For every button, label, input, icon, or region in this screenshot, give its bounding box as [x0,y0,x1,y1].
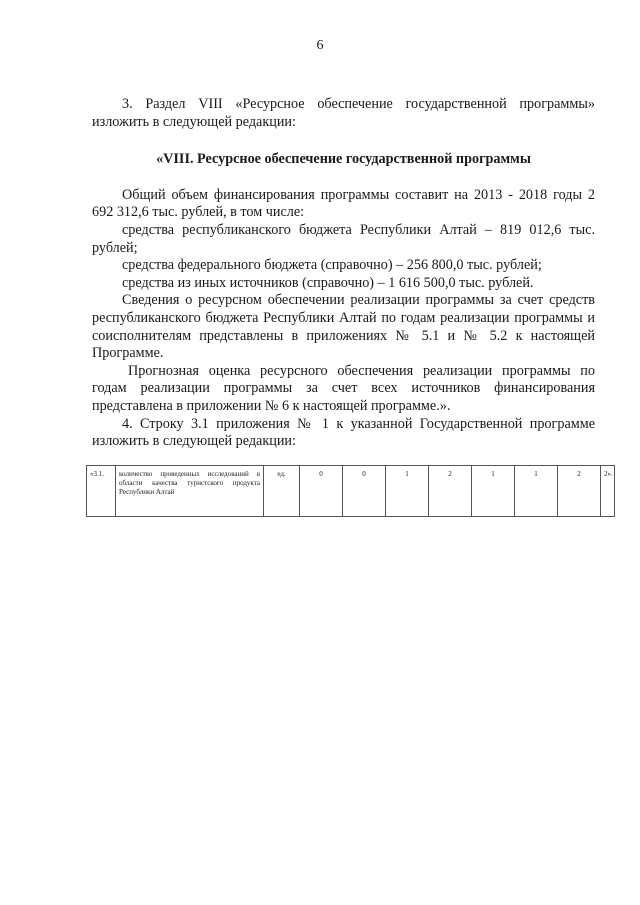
paragraph-item-4: 4. Строку 3.1 приложения № 1 к указанной Государственной программе изложить в следующей редакции: [92,415,595,450]
indicator-table [86,465,615,517]
value-cell: 1 [386,466,429,517]
value-cell: 0 [300,466,343,517]
paragraph-total-funding: Общий объем финансирования программы составит на 2013 - 2018 годы 2 692 312,6 тыс. рублей, в том числе: [92,186,595,221]
row-number-cell: «3.1. [87,466,116,517]
paragraph-item-3: 3. Раздел VIII «Ресурсное обеспечение государственной программы» изложить в следующей редакции: [92,96,595,130]
unit-cell: ед. [264,466,300,517]
value-cell: 0 [343,466,386,517]
paragraph-other-sources: средства из иных источников (справочно) – 1 616 500,0 тыс. рублей. [122,274,534,291]
section-title: «VIII. Ресурсное обеспечение государственной программы [156,151,531,168]
indicator-name-cell: количество проведенных исследований в области качества туристского продукта Республики Алтай [116,466,264,517]
paragraph-federal-budget: средства федерального бюджета (справочно) – 256 800,0 тыс. рублей; [122,257,542,274]
table-row [87,466,615,517]
paragraph-forecast: Прогнозная оценка ресурсного обеспечения реализации программы по годам реализации программы за счет всех источников финансирования представлена в приложении № 6 к настоящей программе.». [92,362,595,414]
value-cell: 1 [472,466,515,517]
value-cell: 2 [558,466,601,517]
paragraph-republic-budget: средства республиканского бюджета Республики Алтай – 819 012,6 тыс. рублей; [92,221,595,256]
document-body [92,96,595,451]
page-number: 6 [316,38,324,53]
last-value-cell: 2». [601,466,615,517]
value-cell: 2 [429,466,472,517]
paragraph-resource-info: Сведения о ресурсном обеспечении реализации программы за счет средств республиканского бюджета Республики Алтай по годам реализации программы и соисполнителям представлены в приложениях № 5.1 и № 5.2 к настоящей Программе. [92,292,595,362]
value-cell: 1 [515,466,558,517]
